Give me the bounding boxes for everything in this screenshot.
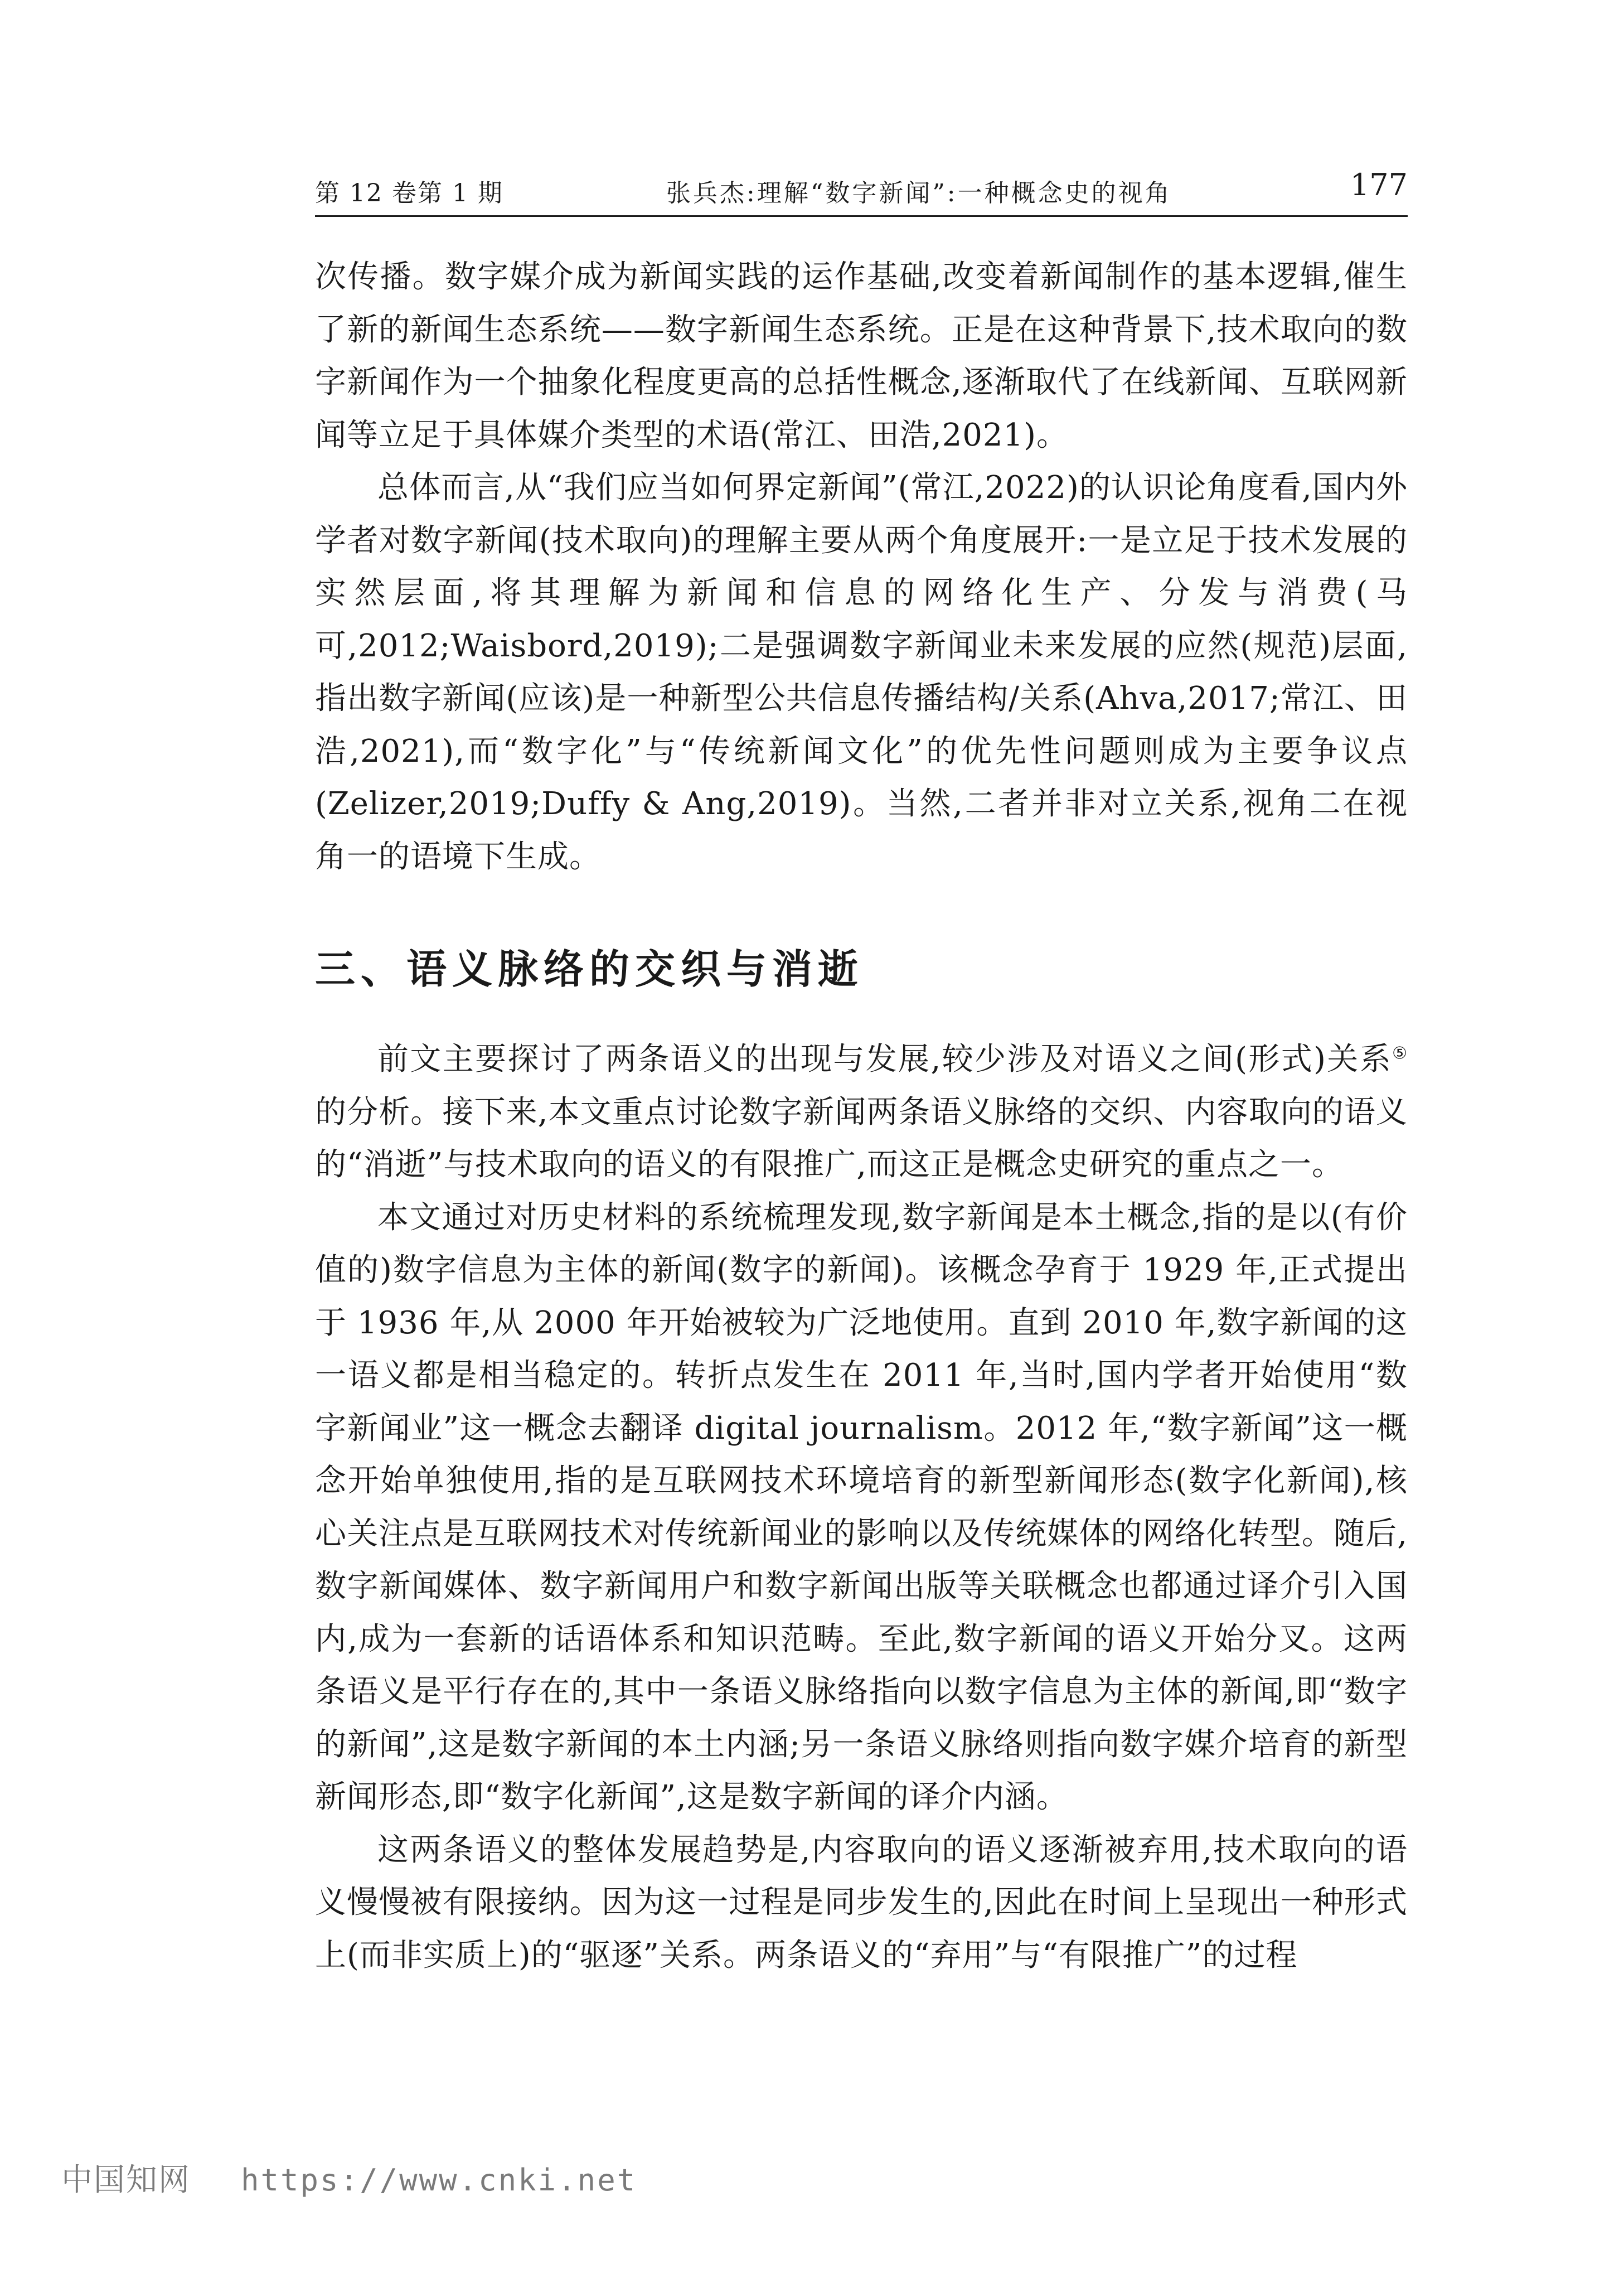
watermark-url[interactable]: https://www.cnki.net [241,2163,637,2198]
paragraph: 总体而言,从“我们应当如何界定新闻”(常江,2022)的认识论角度看,国内外学者对数字新闻(技术取向)的理解主要从两个角度展开:一是立足于技术发展的实然层面,将其理解为新闻和信息的网络化生产、分发与消费(马可,2012;Waisbord,2019);二是强调数字新闻业未来发展的应然(规范)层面,指出数字新闻(应该)是一种新型公共信息传播结构/关系(Ahva,2017;常江、田浩,2021),而“数字化”与“传统新闻文化”的优先性问题则成为主要争议点(Zelizer,2019;Duffy & Ang,2019)。当然,二者并非对立关系,视角二在视角一的语境下生成。 [315,470,1408,875]
header-rule [315,215,1408,217]
page-number: 177 [1350,167,1408,202]
paragraph: 这两条语义的整体发展趋势是,内容取向的语义逐渐被弃用,技术取向的语义慢慢被有限接纳。因为这一过程是同步发生的,因此在时间上呈现出一种形式上(而非实质上)的“驱逐”关系。两条语义的“弃用”与“有限推广”的过程 [315,1831,1408,1974]
paragraph-text: 前文主要探讨了两条语义的出现与发展,较少涉及对语义之间(形式)关系 [377,1041,1393,1077]
footnote-mark[interactable]: ⑤ [1392,1043,1408,1063]
running-header [315,167,1408,212]
section-heading: 三、语义脉络的交织与消逝 [315,945,864,993]
running-title: 张兵杰:理解“数字新闻”:一种概念史的视角 [666,179,1172,207]
journal-volume-issue: 第 12 卷第 1 期 [315,179,503,207]
paragraph-text: 的分析。接下来,本文重点讨论数字新闻两条语义脉络的交织、内容取向的语义的“消逝”与技术取向的语义的有限推广,而这正是概念史研究的重点之一。 [315,1094,1408,1183]
paragraph: 次传播。数字媒介成为新闻实践的运作基础,改变着新闻制作的基本逻辑,催生了新的新闻生态系统——数字新闻生态系统。正是在这种背景下,技术取向的数字新闻作为一个抽象化程度更高的总括性概念,逐渐取代了在线新闻、互联网新闻等立足于具体媒介类型的术语(常江、田浩,2021)。 [315,259,1408,453]
footer-watermark [61,2155,637,2200]
watermark-logo-text: 中国知网 [61,2162,191,2198]
paragraph [315,1033,1408,1192]
paragraph: 本文通过对历史材料的系统梳理发现,数字新闻是本土概念,指的是以(有价值的)数字信息为主体的新闻(数字的新闻)。该概念孕育于 1929 年,正式提出于 1936 年,从 2000 年开始被较为广泛地使用。直到 2010 年,数字新闻的这一语义都是相当稳定的。转折点发生在 2011 年,当时,国内学者开始使用“数字新闻业”这一概念去翻译 digital journalism。2012 年,“数字新闻”这一概念开始单独使用,指的是互联网技术环境培育的新型新闻形态(数字化新闻),核心关注点是互联网技术对传统新闻业的影响以及传统媒体的网络化转型。随后,数字新闻媒体、数字新闻用户和数字新闻出版等关联概念也都通过译介引入国内,成为一套新的话语体系和知识范畴。至此,数字新闻的语义开始分叉。这两条语义是平行存在的,其中一条语义脉络指向以数字信息为主体的新闻,即“数字的新闻”,这是数字新闻的本土内涵;另一条语义脉络则指向数字媒介培育的新型新闻形态,即“数字化新闻”,这是数字新闻的译介内涵。 [315,1199,1408,1815]
body-text-bottom [315,1033,1408,1982]
body-text-top [315,251,1408,883]
